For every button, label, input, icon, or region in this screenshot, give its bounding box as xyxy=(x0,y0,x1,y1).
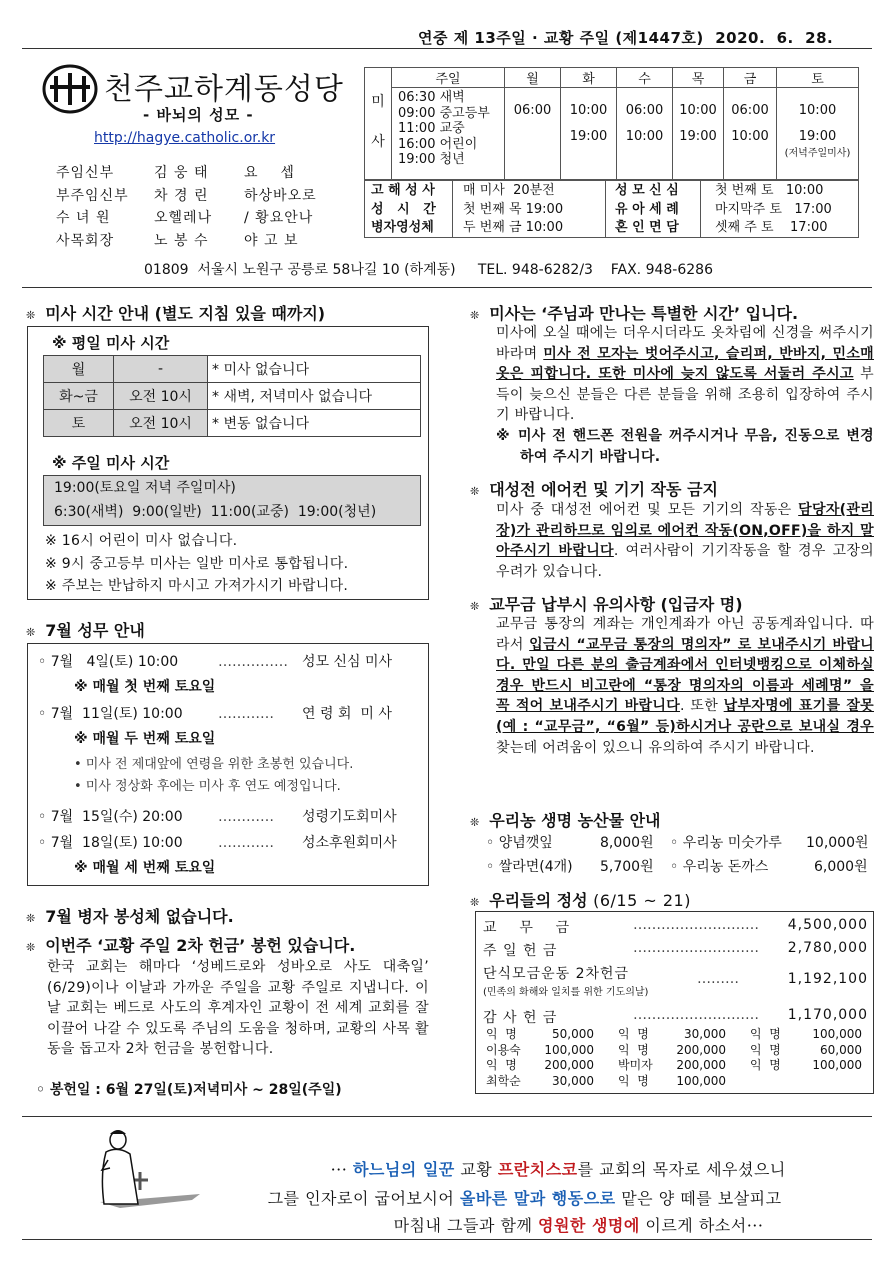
offering-row: 주 일 헌 금 ……………………… 2,780,000 xyxy=(483,940,868,959)
tithe-body: 교무금 통장의 계좌는 개인계좌가 아닌 공동계좌입니다. 따라서 입금시 “교무금 통장의 명의자” 로 보내주시기 바랍니다. 만일 다른 분의 출금계좌에서 인터넷뱅킹으로 이체하실 경우 반드시 비고란에 “통장 명의자의 이름과 세례명” 을 꼭 적어 보내주시기 바랍니다. 또한 납부자명에 표기를 잘못(예 : “교무금”, “6월” 등)하시거나 공란으로 보내실 경우 찾는데 어려움이 있으니 유의하여 주시기 바랍니다. xyxy=(496,616,874,756)
section-offerings-title: ❊ 우리들의 정성 (6/15 ~ 21) xyxy=(470,891,691,910)
section-july-schedule-title: ❊ 7월 성무 안내 xyxy=(26,621,145,640)
mass-etiquette-note: ※ 미사 전 핸드폰 전원을 꺼주시거나 무음, 진동으로 변경하여 주시기 바랍니다. xyxy=(496,428,874,465)
mass-etiquette-body: 미사에 오실 때에는 더우시더라도 옷차림에 신경을 써주시기 바라며 미사 전 모자는 벗어주시고, 슬리퍼, 반바지, 민소매 옷은 피합니다. 또한 미사에 늦지 않도록 서둘러 주시고 부득이 늦으신 분들은 다른 분들을 위해 조용히 입장하여 주시기 바랍니다. xyxy=(496,325,874,424)
section-woorinong-title: ❊ 우리농 생명 농산물 안내 xyxy=(470,811,661,830)
sunday-mass-line: 19:00(토요일 저녁 주일미사) xyxy=(54,480,236,496)
wed-times: 06:00 10:00 xyxy=(617,88,673,180)
sacrament-row: 고 해 성 사 매 미사 20분전 성 모 신 심 첫 번째 토 10:00 xyxy=(371,183,824,198)
section-pope-collection-title: ❊ 이번주 ‘교황 주일 2차 헌금’ 봉헌 있습니다. xyxy=(26,936,356,955)
parish-name: 천주교하계동성당 xyxy=(104,72,344,107)
sacrament-row: 성 시 간 첫 번째 목 19:00 유 아 세 례 마지막주 토 17:00 xyxy=(371,201,832,217)
offering-row: 단식모금운동 2차헌금 ……… 1,192,100 xyxy=(483,966,868,987)
donor-row: 최학순 30,000 익 명 100,000 xyxy=(486,1073,726,1088)
weekday-time: 오전 10시 xyxy=(114,410,208,437)
mass-notes xyxy=(45,530,348,598)
col-mon: 월 xyxy=(505,68,561,88)
col-sunday: 주일 xyxy=(392,68,505,88)
donor-row: 익 명 50,000 익 명 30,000 익 명 100,000 xyxy=(486,1027,862,1041)
footer-top-rule xyxy=(22,1116,872,1117)
weekday-note: * 변동 없습니다 xyxy=(208,410,421,437)
section-tithe-title: ❊ 교무금 납부시 유의사항 (입금자 명) xyxy=(470,595,743,614)
aircon-body: 미사 중 대성전 에어컨 및 모든 기기의 작동은 담당자(관리장)가 관리하므로 임의로 에어컨 작동(ON,OFF)을 하지 말아주시기 바랍니다. 여러사람이 기기작동을 할 경우 고장의 우려가 있습니다. xyxy=(496,502,874,580)
event-bullet: • 미사 전 제대앞에 연령을 위한 초봉헌 있습니다. xyxy=(74,757,354,772)
pope-collection-body: 한국 교회는 해마다 ‘성베드로와 성바오로 사도 대축일’ (6/29)이나 이날과 가까운 주일을 교황 주일로 지냅니다. 이날 교회는 베드로 사도의 후계자인 교황이 전 세계 교회를 잘 이끌어 나갈 수 있도록 주님의 도움을 청하며, 교황의 사목 활동을 돕고자 2차 헌금을 봉헌합니다. xyxy=(47,959,429,1058)
event-row: ◦ 7월 18일(토) 10:00 ………… 성소후원회미사 xyxy=(38,835,397,851)
weekday-day: 화~금 xyxy=(44,383,114,410)
product-row: ◦ 양념깻잎 8,000원 ◦ 우리농 미숫가루 10,000원 xyxy=(486,835,869,851)
section-sick-communion-title: ❊ 7월 병자 봉성체 없습니다. xyxy=(26,907,234,926)
mass-note: ※ 주보는 반납하지 마시고 가져가시기 바랍니다. xyxy=(45,578,349,594)
offering-row: 감 사 헌 금 ……………………… 1,170,000 xyxy=(483,1007,868,1026)
woorinong-products xyxy=(486,831,874,879)
donor-row: 익 명 200,000 박미자 200,000 익 명 100,000 xyxy=(486,1058,862,1072)
weekday-mass-title: ※ 평일 미사 시간 xyxy=(52,334,170,352)
weekday-note: * 새벽, 저녁미사 없습니다 xyxy=(208,383,421,410)
donors-list xyxy=(486,1027,862,1089)
weekday-day: 월 xyxy=(44,356,114,383)
section-aircon-title: ❊ 대성전 에어컨 및 기기 작동 금지 xyxy=(470,480,718,499)
staff-row: 수 녀 원 오헬레나 / 황요안나 xyxy=(56,210,314,226)
mass-schedule-table xyxy=(364,67,859,180)
sunday-mass-title: ※ 주일 미사 시간 xyxy=(52,454,170,472)
sacrament-row: 병자영성체 두 번째 금 10:00 혼 인 면 담 셋째 주 토 17:00 xyxy=(371,220,828,236)
sunday-mass-box xyxy=(43,475,421,526)
footer-bottom-rule xyxy=(22,1239,872,1240)
parish-logo-icon xyxy=(42,64,98,114)
weekday-day: 토 xyxy=(44,410,114,437)
offering-subnote: (민족의 화해와 일치를 위한 기도의날) xyxy=(483,987,649,998)
section-mass-etiquette-title: ❊ 미사는 ‘주님과 만나는 특별한 시간’ 입니다. xyxy=(470,304,799,323)
july-events xyxy=(38,652,422,878)
staff-row: 사목회장 노 봉 수 야 고 보 xyxy=(56,232,299,249)
sunday-mass-line: 6:30(새벽) 9:00(일반) 11:00(교중) 19:00(청년) xyxy=(54,504,377,520)
thu-times: 10:00 19:00 xyxy=(673,88,724,180)
pope-figure-icon xyxy=(80,1124,210,1214)
tue-times: 10:00 19:00 xyxy=(561,88,617,180)
prayer-line-1: ··· 하느님의 일꾼 교황 프란치스코를 교회의 목자로 세우셨으니 xyxy=(330,1160,786,1179)
sacraments-box xyxy=(364,180,859,238)
event-row: ◦ 7월 4일(토) 10:00 …………… 성모 신심 미사 xyxy=(38,654,393,670)
event-note: ※ 매월 첫 번째 토요일 xyxy=(74,679,216,695)
address-rule xyxy=(22,287,872,288)
col-wed: 수 xyxy=(617,68,673,88)
event-row: ◦ 7월 11일(토) 10:00 ………… 연 령 회 미 사 xyxy=(38,706,392,722)
col-tue: 화 xyxy=(561,68,617,88)
fri-times: 06:00 10:00 xyxy=(724,88,777,180)
weekday-note: * 미사 없습니다 xyxy=(208,356,421,383)
mon-times: 06:00 xyxy=(505,88,561,180)
weekday-time: 오전 10시 xyxy=(114,383,208,410)
col-sat: 토 xyxy=(777,68,859,88)
event-note: ※ 매월 두 번째 토요일 xyxy=(74,731,216,747)
parish-patron: - 바뇌의 성모 - xyxy=(143,106,254,124)
parish-url-link[interactable]: http://hagye.catholic.or.kr xyxy=(94,130,276,146)
header-rule xyxy=(22,48,872,49)
section-mass-time-title: ❊ 미사 시간 안내 (별도 지침 있을 때까지) xyxy=(26,304,326,323)
prayer-line-3: 마침내 그들과 함께 영원한 생명에 이르게 하소서··· xyxy=(393,1216,764,1235)
address-line: 01809 서울시 노원구 공릉로 58나길 10 (하계동) TEL. 948-6282/3 FAX. 948-6286 xyxy=(144,262,713,278)
product-row: ◦ 쌀라면(4개) 5,700원 ◦ 우리농 돈까스 6,000원 xyxy=(486,859,868,875)
sunday-times: 06:30 새벽 09:00 중고등부 11:00 교중 16:00 어린이 19:00 청년 xyxy=(392,88,505,180)
offerings-list xyxy=(483,917,868,1027)
event-note: ※ 매월 세 번째 토요일 xyxy=(74,860,216,876)
pope-collection-date: ◦ 봉헌일 : 6월 27일(토)저녁미사 ~ 28일(주일) xyxy=(36,1082,342,1098)
staff-row: 부주임신부 차 경 린 하상바오로 xyxy=(56,187,317,204)
issue-header: 연중 제 13주일 · 교황 주일 (제1447호) 2020. 6. 28. xyxy=(418,29,834,47)
prayer-line-2: 그를 인자로이 굽어보시어 올바른 말과 행동으로 맡은 양 떼를 보살피고 xyxy=(267,1189,782,1208)
staff-list xyxy=(56,162,356,252)
col-fri: 금 xyxy=(724,68,777,88)
mass-note: ※ 16시 어린이 미사 없습니다. xyxy=(45,533,238,549)
donor-row: 이용숙 100,000 익 명 200,000 익 명 60,000 xyxy=(486,1042,862,1057)
sat-times: 10:00 19:00 (저녁주일미사) xyxy=(777,88,859,180)
col-thu: 목 xyxy=(673,68,724,88)
mass-side-label: 미 사 xyxy=(365,68,392,180)
weekday-mass-table xyxy=(43,355,421,437)
event-row: ◦ 7월 15일(수) 20:00 ………… 성령기도회미사 xyxy=(38,809,397,825)
mass-note: ※ 9시 중고등부 미사는 일반 미사로 통합됩니다. xyxy=(45,555,349,572)
staff-row: 주임신부 김 웅 태 요 셉 xyxy=(56,165,295,181)
event-bullet: • 미사 정상화 후에는 미사 후 연도 예정입니다. xyxy=(74,779,341,794)
weekday-time: - xyxy=(114,356,208,383)
offering-row: 교 무 금 ……………………… 4,500,000 xyxy=(483,917,868,936)
